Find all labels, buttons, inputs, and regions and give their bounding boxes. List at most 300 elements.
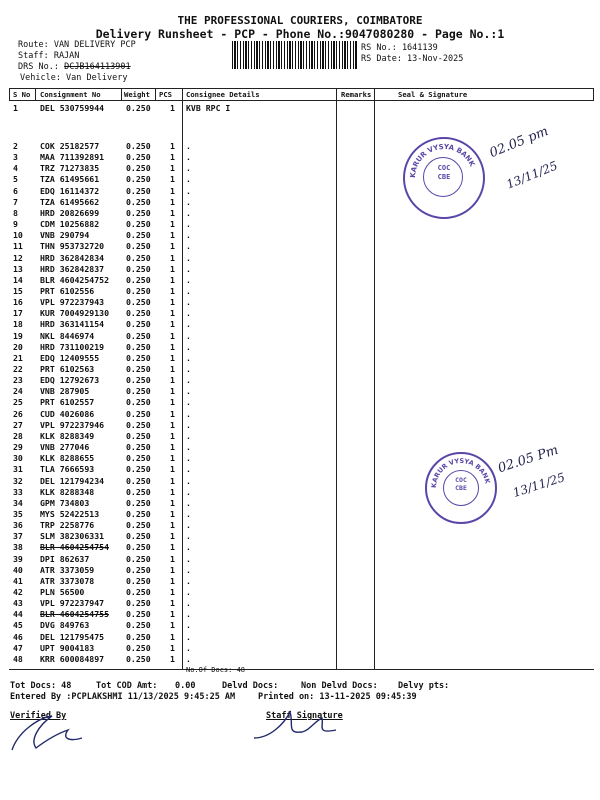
row-sno: 26 — [13, 408, 23, 419]
table-row — [0, 409, 600, 420]
verified-by-label: Verified By — [10, 711, 67, 721]
consignee-details: . — [186, 330, 191, 341]
weight: 0.250 — [126, 531, 151, 542]
table-row — [0, 253, 600, 264]
table-row — [0, 364, 600, 375]
consignee-details: . — [186, 475, 191, 486]
consignee-details: . — [186, 419, 191, 430]
consignment-no: DVG 849763 — [40, 620, 90, 631]
consignment-no: VPL 972237947 — [40, 598, 105, 609]
table-row — [0, 397, 600, 408]
row-sno: 13 — [13, 263, 23, 274]
consignee-details: . — [186, 497, 191, 508]
table-row — [0, 487, 600, 498]
consignee-details: . — [186, 308, 191, 319]
weight: 0.250 — [126, 542, 151, 553]
row-sno: 28 — [13, 430, 23, 441]
consignee-details: . — [186, 219, 191, 230]
row-sno: 42 — [13, 587, 23, 597]
table-row — [0, 103, 600, 114]
consignee-details: . — [186, 352, 191, 363]
row-sno: 45 — [13, 620, 23, 631]
consignment-no: TRP 2258776 — [40, 520, 95, 531]
consignment-no: BLR 4604254752 — [40, 274, 110, 285]
weight: 0.250 — [126, 609, 151, 620]
row-sno: 4 — [13, 163, 18, 174]
consignee-details: . — [186, 241, 191, 252]
consignee-details: . — [186, 252, 191, 263]
table-row — [0, 331, 600, 342]
weight: 0.250 — [126, 397, 151, 408]
row-sno: 25 — [13, 397, 23, 408]
consignment-no: HRD 20826699 — [40, 207, 100, 218]
col-header-weight: Weight — [124, 90, 150, 99]
row-sno: 34 — [13, 497, 23, 508]
weight: 0.250 — [126, 553, 151, 564]
consignment-no: KLK 8288655 — [40, 453, 95, 464]
consignment-no: HRD 362842837 — [40, 263, 105, 274]
runsheet-title: Delivery Runsheet - PCP - Phone No.:9047080280 - Page No.:1 — [95, 27, 505, 41]
total-cod-amount: 0.00 — [175, 681, 196, 691]
row-sno: 2 — [13, 141, 18, 151]
weight: 0.250 — [126, 631, 151, 642]
row-sno: 3 — [13, 152, 18, 163]
consignee-details: . — [186, 386, 191, 397]
consignee-details: . — [186, 587, 191, 597]
table-row — [0, 353, 600, 364]
table-row — [0, 219, 600, 230]
consignee-details: . — [186, 285, 191, 296]
table-row — [0, 531, 600, 542]
total-cod-label: Tot COD Amt: — [96, 681, 158, 691]
bank-stamp — [403, 137, 485, 219]
row-sno: 15 — [13, 285, 23, 296]
row-sno: 27 — [13, 419, 23, 430]
weight: 0.250 — [126, 252, 151, 263]
pieces: 1 — [170, 375, 175, 386]
consignment-no: VNB 290794 — [40, 230, 90, 241]
row-sno: 14 — [13, 274, 23, 285]
consignee-details: . — [186, 207, 191, 218]
consignee-details: . — [186, 185, 191, 196]
row-sno: 23 — [13, 375, 23, 386]
printed-on: Printed on: 13-11-2025 09:45:39 — [258, 692, 417, 702]
consignment-no: EDQ 16114372 — [40, 185, 100, 196]
row-sno: 12 — [13, 252, 23, 263]
consignee-details: . — [186, 430, 191, 441]
pieces: 1 — [170, 609, 175, 620]
weight: 0.250 — [126, 241, 151, 252]
pieces: 1 — [170, 408, 175, 419]
table-row — [0, 275, 600, 286]
weight: 0.250 — [126, 196, 151, 207]
table-row — [0, 476, 600, 487]
rs-number: RS No.: 1641139 — [361, 43, 438, 53]
pieces: 1 — [170, 397, 175, 408]
weight: 0.250 — [126, 575, 151, 586]
table-row — [0, 163, 600, 174]
pieces: 1 — [170, 297, 175, 308]
consignee-details: . — [186, 442, 191, 453]
handwritten-date: 13/11/25 — [504, 158, 560, 192]
row-sno: 24 — [13, 386, 23, 397]
row-sno: 10 — [13, 230, 23, 241]
consignment-no: VNB 287905 — [40, 386, 90, 397]
delivery-points: Delvy pts: — [398, 681, 450, 691]
consignee-details: . — [186, 464, 191, 475]
pieces: 1 — [170, 475, 175, 486]
consignment-no: MYS 52422513 — [40, 508, 100, 519]
weight: 0.250 — [126, 653, 151, 664]
pieces: 1 — [170, 419, 175, 430]
weight: 0.250 — [126, 219, 151, 230]
staff-signature-label: Staff Signature — [266, 711, 343, 721]
weight: 0.250 — [126, 185, 151, 196]
row-sno: 33 — [13, 486, 23, 497]
pieces: 1 — [170, 185, 175, 196]
table-row — [0, 342, 600, 353]
stamp-center-line: CBE — [455, 484, 467, 492]
consignee-details: . — [186, 141, 191, 151]
weight: 0.250 — [126, 352, 151, 363]
consignee-details: . — [186, 263, 191, 274]
table-row — [0, 197, 600, 208]
drs-label: DRS No.: — [18, 62, 59, 72]
consignment-no: KLK 8288349 — [40, 430, 95, 441]
row-sno: 36 — [13, 520, 23, 531]
consignment-no: VPL 972237946 — [40, 419, 105, 430]
consignee-details: . — [186, 653, 191, 664]
table-row — [0, 654, 600, 665]
consignment-no: COK 25182577 — [40, 141, 100, 151]
weight: 0.250 — [126, 598, 151, 609]
consignment-no: THN 953732720 — [40, 241, 105, 252]
pieces: 1 — [170, 542, 175, 553]
consignment-no: EDQ 12792673 — [40, 375, 100, 386]
consignment-no: DPI 862637 — [40, 553, 90, 564]
table-row — [0, 297, 600, 308]
row-sno: 37 — [13, 531, 23, 542]
consignee-details: . — [186, 575, 191, 586]
consignee-details: . — [186, 364, 191, 374]
pieces: 1 — [170, 219, 175, 230]
table-row — [0, 319, 600, 330]
consignment-no: ATR 3373078 — [40, 575, 95, 586]
pieces: 1 — [170, 598, 175, 609]
table-row — [0, 264, 600, 275]
table-row — [0, 542, 600, 553]
pieces: 1 — [170, 497, 175, 508]
weight: 0.250 — [126, 587, 151, 597]
pieces: 1 — [170, 508, 175, 519]
consignee-details: . — [186, 408, 191, 419]
consignee-details: . — [186, 341, 191, 352]
row-sno: 11 — [13, 241, 23, 252]
weight: 0.250 — [126, 263, 151, 274]
consignee-details: . — [186, 230, 191, 241]
consignment-no: KLK 8288348 — [40, 486, 95, 497]
pieces: 1 — [170, 308, 175, 319]
stamp-center-line: CBE — [437, 173, 451, 181]
pieces: 1 — [170, 430, 175, 441]
pieces: 1 — [170, 486, 175, 497]
table-row — [0, 230, 600, 241]
row-sno: 18 — [13, 319, 23, 330]
company-name: THE PROFESSIONAL COURIERS, COIMBATORE — [177, 14, 423, 27]
table-row — [0, 509, 600, 520]
weight: 0.250 — [126, 620, 151, 631]
pieces: 1 — [170, 163, 175, 174]
total-docs: Tot Docs: 48 — [10, 681, 72, 691]
pieces: 1 — [170, 319, 175, 330]
weight: 0.250 — [126, 330, 151, 341]
weight: 0.250 — [126, 497, 151, 508]
weight: 0.250 — [126, 103, 151, 113]
table-row — [0, 420, 600, 431]
pieces: 1 — [170, 263, 175, 274]
table-row — [0, 587, 600, 598]
consignment-no: CDM 10256882 — [40, 219, 100, 230]
weight: 0.250 — [126, 386, 151, 397]
consignee-details: . — [186, 297, 191, 308]
pieces: 1 — [170, 575, 175, 586]
non-delivered-docs: Non Delvd Docs: — [301, 681, 378, 691]
row-sno: 35 — [13, 508, 23, 519]
pieces: 1 — [170, 330, 175, 341]
consignee-details: . — [186, 598, 191, 609]
consignee-details: . — [186, 152, 191, 163]
weight: 0.250 — [126, 564, 151, 575]
consignee-details: . — [186, 542, 191, 553]
consignment-no: VPL 972237943 — [40, 297, 105, 308]
consignment-no: TLA 7666593 — [40, 464, 95, 475]
row-sno: 48 — [13, 653, 23, 664]
weight: 0.250 — [126, 341, 151, 352]
col-header-sno: S No — [13, 90, 31, 99]
row-sno: 6 — [13, 185, 18, 196]
pieces: 1 — [170, 230, 175, 241]
consignment-no: DEL 121795475 — [40, 631, 105, 642]
staff-signature — [250, 704, 340, 744]
weight: 0.250 — [126, 141, 151, 151]
consignee-details: . — [186, 620, 191, 631]
vehicle-label: Vehicle: Van Delivery — [20, 73, 128, 83]
consignment-no: BLR 4604254755 — [40, 609, 110, 620]
weight: 0.250 — [126, 642, 151, 653]
row-sno: 31 — [13, 464, 23, 475]
weight: 0.250 — [126, 419, 151, 430]
consignment-no: UPT 9004183 — [40, 642, 95, 653]
table-row — [0, 598, 600, 609]
stamp-center-line: COC — [437, 164, 451, 172]
pieces: 1 — [170, 553, 175, 564]
weight: 0.250 — [126, 152, 151, 163]
consignment-no: GPM 734803 — [40, 497, 90, 508]
row-sno: 44 — [13, 609, 23, 620]
consignment-no: NKL 8446974 — [40, 330, 95, 341]
col-header-pcs: PCS — [159, 90, 172, 99]
verifier-signature — [8, 712, 88, 754]
table-row — [0, 554, 600, 565]
row-sno: 22 — [13, 364, 23, 374]
stamp-ring-label: KARUR VYSYA BANK — [429, 456, 492, 489]
consignee-details: . — [186, 531, 191, 542]
pieces: 1 — [170, 207, 175, 218]
consignment-no: ATR 3373059 — [40, 564, 95, 575]
consignee-details: . — [186, 564, 191, 575]
pieces: 1 — [170, 341, 175, 352]
weight: 0.250 — [126, 464, 151, 475]
entered-by: Entered By :PCPLAKSHMI 11/13/2025 9:45:25 AM — [10, 692, 236, 702]
pieces: 1 — [170, 531, 175, 542]
table-row — [0, 375, 600, 386]
weight: 0.250 — [126, 285, 151, 296]
pieces: 1 — [170, 152, 175, 163]
row-sno: 5 — [13, 174, 18, 185]
row-sno: 30 — [13, 453, 23, 464]
consignee-details: . — [186, 163, 191, 174]
delivered-docs: Delvd Docs: — [222, 681, 279, 691]
pieces: 1 — [170, 642, 175, 653]
row-sno: 19 — [13, 330, 23, 341]
weight: 0.250 — [126, 453, 151, 464]
row-sno: 38 — [13, 542, 23, 553]
row-sno: 21 — [13, 352, 23, 363]
stamp-ring-label: KARUR VYSYA BANK — [408, 142, 477, 179]
consignment-no: VNB 277046 — [40, 442, 90, 453]
row-sno: 40 — [13, 564, 23, 575]
table-row — [0, 565, 600, 576]
pieces: 1 — [170, 174, 175, 185]
pieces: 1 — [170, 274, 175, 285]
consignee-details: . — [186, 319, 191, 330]
handwritten-time: 02.05 Pm — [496, 442, 561, 477]
row-sno: 9 — [13, 219, 18, 230]
pieces: 1 — [170, 442, 175, 453]
consignment-no: HRD 731100219 — [40, 341, 105, 352]
table-row — [0, 620, 600, 631]
pieces: 1 — [170, 252, 175, 263]
pieces: 1 — [170, 196, 175, 207]
pieces: 1 — [170, 241, 175, 252]
weight: 0.250 — [126, 163, 151, 174]
consignment-no: EDQ 12409555 — [40, 352, 100, 363]
consignment-no: TZA 61495661 — [40, 174, 100, 185]
consignee-details: . — [186, 631, 191, 642]
table-row — [0, 208, 600, 219]
col-header-consignment: Consignment No — [40, 90, 101, 99]
pieces: 1 — [170, 141, 175, 151]
weight: 0.250 — [126, 319, 151, 330]
row-sno: 1 — [13, 103, 18, 113]
row-sno: 7 — [13, 196, 18, 207]
consignment-no: DEL 530759944 — [40, 103, 105, 113]
consignment-no: KUR 7004929130 — [40, 308, 110, 319]
consignee-details: . — [186, 520, 191, 531]
pieces: 1 — [170, 653, 175, 664]
route-label: Route: VAN DELIVERY PCP — [18, 40, 136, 50]
consignee-details: . — [186, 508, 191, 519]
consignee-details: . — [186, 609, 191, 620]
row-sno: 43 — [13, 598, 23, 609]
consignment-no: MAA 711392891 — [40, 152, 105, 163]
barcode — [232, 41, 358, 69]
pieces: 1 — [170, 620, 175, 631]
pieces: 1 — [170, 587, 175, 597]
drs-code: DCJB164113901 — [64, 62, 131, 72]
drs-number — [18, 62, 131, 72]
consignee-details: . — [186, 375, 191, 386]
consignment-no: SLM 382306331 — [40, 531, 105, 542]
table-row — [0, 576, 600, 587]
consignee-details: . — [186, 486, 191, 497]
row-sno: 46 — [13, 631, 23, 642]
weight: 0.250 — [126, 430, 151, 441]
row-sno: 29 — [13, 442, 23, 453]
table-row — [0, 520, 600, 531]
pieces: 1 — [170, 453, 175, 464]
no-of-docs: No.Of Docs: 48 — [186, 666, 246, 674]
consignee-details: . — [186, 553, 191, 564]
row-sno: 47 — [13, 642, 23, 653]
handwritten-time: 02.05 pm — [487, 123, 551, 162]
row-sno: 41 — [13, 575, 23, 586]
consignment-no: KRR 600084897 — [40, 653, 105, 664]
table-row — [0, 609, 600, 620]
consignment-no: PRT 6102556 — [40, 285, 95, 296]
pieces: 1 — [170, 285, 175, 296]
weight: 0.250 — [126, 486, 151, 497]
pieces: 1 — [170, 352, 175, 363]
row-sno: 17 — [13, 308, 23, 319]
weight: 0.250 — [126, 508, 151, 519]
col-header-seal: Seal & Signature — [398, 90, 468, 99]
consignee-details: . — [186, 397, 191, 408]
weight: 0.250 — [126, 274, 151, 285]
consignment-no: DEL 121794234 — [40, 475, 105, 486]
consignment-no: HRD 363141154 — [40, 319, 105, 330]
weight: 0.250 — [126, 297, 151, 308]
consignment-no: BLR 4604254754 — [40, 542, 110, 553]
pieces: 1 — [170, 631, 175, 642]
weight: 0.250 — [126, 375, 151, 386]
weight: 0.250 — [126, 174, 151, 185]
consignee-details: . — [186, 642, 191, 653]
weight: 0.250 — [126, 230, 151, 241]
table-row — [0, 442, 600, 453]
consignment-no: HRD 362842834 — [40, 252, 105, 263]
weight: 0.250 — [126, 408, 151, 419]
row-sno: 16 — [13, 297, 23, 308]
consignee-details: . — [186, 196, 191, 207]
consignee-details: . — [186, 174, 191, 185]
col-header-consignee: Consignee Details — [186, 90, 260, 99]
row-sno: 20 — [13, 341, 23, 352]
staff-label: Staff: RAJAN — [18, 51, 80, 61]
weight: 0.250 — [126, 308, 151, 319]
rs-date: RS Date: 13-Nov-2025 — [361, 54, 464, 64]
weight: 0.250 — [126, 520, 151, 531]
consignee-details: . — [186, 453, 191, 464]
consignee-details: . — [186, 274, 191, 285]
stamp-center-line: COC — [455, 476, 467, 484]
pieces: 1 — [170, 520, 175, 531]
row-sno: 39 — [13, 553, 23, 564]
pieces: 1 — [170, 464, 175, 475]
table-row — [0, 286, 600, 297]
consignment-no: CUD 4026086 — [40, 408, 95, 419]
handwritten-date: 13/11/25 — [511, 470, 567, 500]
